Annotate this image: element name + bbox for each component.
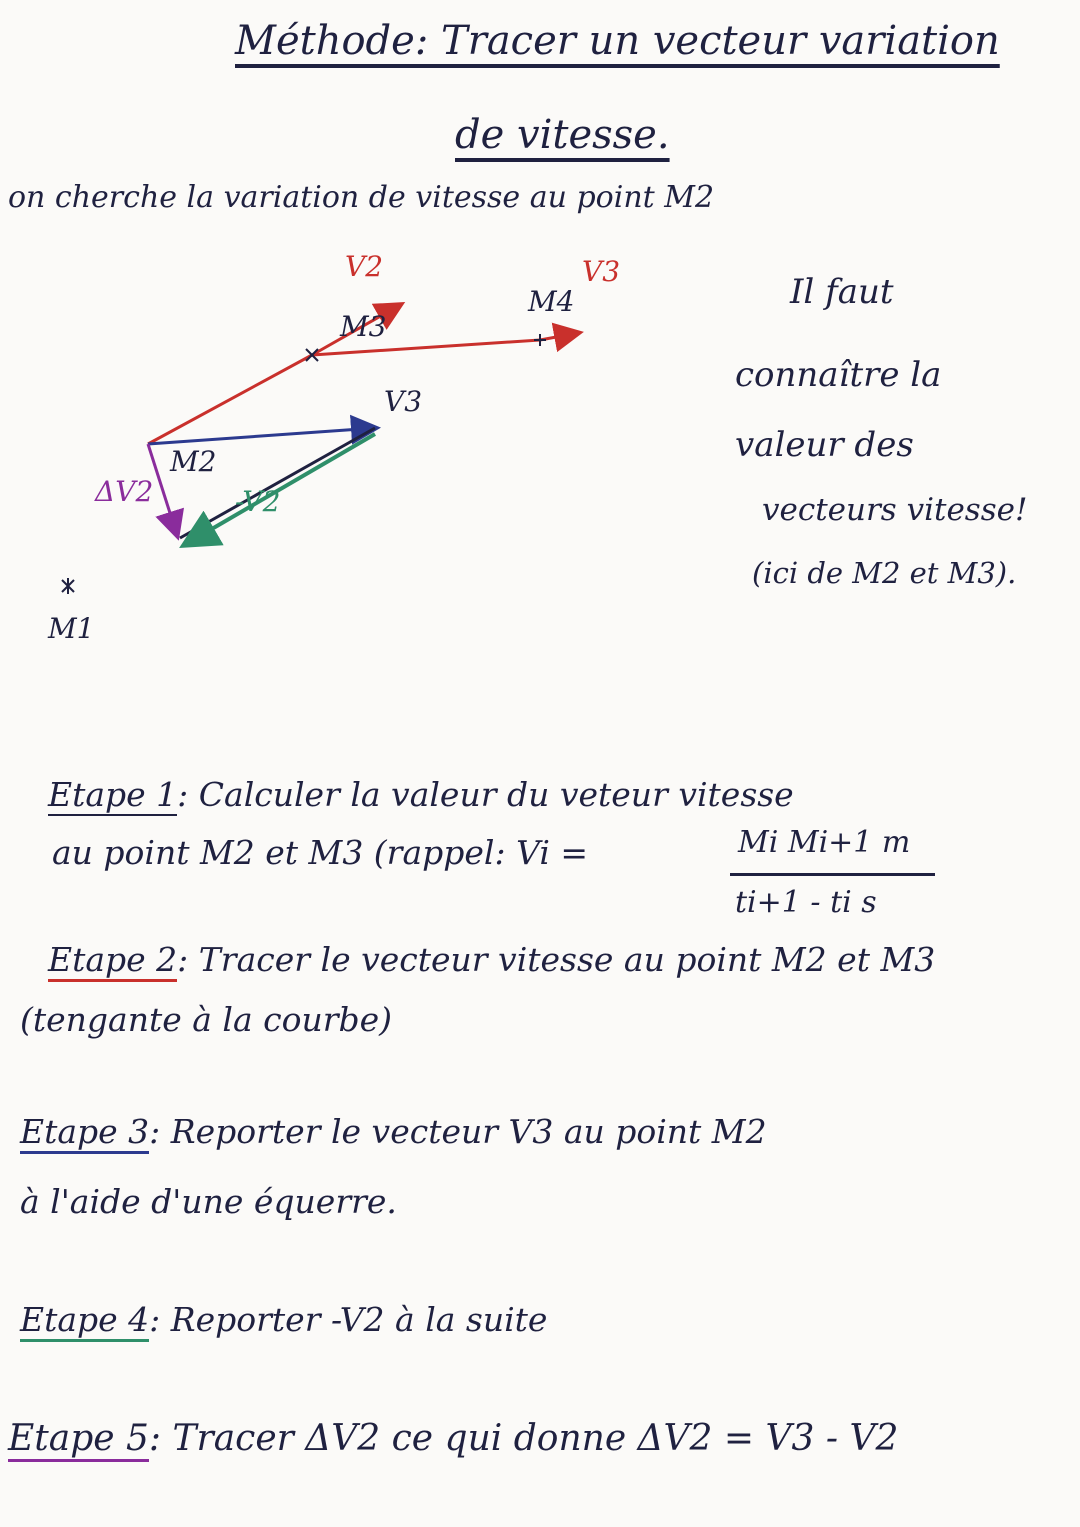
step-4-text: : Reporter -V2 à la suite: [149, 1300, 548, 1339]
step-3-text-a: : Reporter le vecteur V3 au point M2: [149, 1112, 767, 1151]
note-line-1: Il faut: [790, 272, 894, 312]
step-4-line: [20, 1300, 547, 1342]
velocity-diagram: [0, 230, 700, 680]
m2-label: M2: [170, 445, 217, 478]
m3-label: M3: [340, 310, 387, 343]
step-2-label: Etape 2: [48, 940, 177, 982]
intro-text: on cherche la variation de vitesse au point M2: [8, 180, 715, 215]
formula-numerator: Mi Mi+1 m: [738, 825, 911, 860]
step-5-line: [8, 1418, 898, 1462]
point-markers: [62, 334, 546, 594]
m1-label: M1: [48, 612, 95, 645]
step-5-label: Etape 5: [8, 1418, 149, 1462]
page-title-line2: de vitesse.: [455, 112, 670, 158]
step-5-text: : Tracer ΔV2 ce qui donne ΔV2 = V3 - V2: [148, 1418, 899, 1459]
fraction-bar: [730, 873, 935, 876]
step-4-label: Etape 4: [20, 1300, 149, 1342]
step-3-line-a: [20, 1112, 767, 1154]
step-3-label: Etape 3: [20, 1112, 149, 1154]
v3-copy-label: V3: [384, 385, 423, 418]
m4-label: M4: [528, 285, 575, 318]
v3-top-label: V3: [582, 255, 621, 288]
note-line-3: valeur des: [735, 425, 914, 465]
v2-vector-label: V2: [345, 250, 384, 283]
page-title-line1: Méthode: Tracer un vecteur variation: [235, 18, 1000, 64]
step-1-text-a: : Calculer la valeur du veteur vitesse: [177, 775, 794, 814]
step-2-text-b: (tengante à la courbe): [20, 1000, 393, 1039]
step-1-text-b: au point M2 et M3 (rappel: Vi =: [52, 833, 589, 872]
note-line-4: vecteurs vitesse!: [762, 492, 1028, 528]
step-2-text-a: : Tracer le vecteur vitesse au point M2 et M3: [177, 940, 936, 979]
step-2-line-a: [48, 940, 935, 982]
trajectory-segment-m2-m3: [148, 355, 312, 444]
step-1-line-a: [48, 775, 794, 816]
step-1-label: Etape 1: [48, 775, 178, 814]
note-line-5: (ici de M2 et M3).: [752, 556, 1017, 590]
step-3-text-b: à l'aide d'une équerre.: [20, 1182, 397, 1221]
v3-vector-arrow: [540, 333, 578, 340]
note-line-2: connaître la: [735, 355, 942, 395]
velocity-formula: [730, 825, 975, 935]
minus-v2-label: -V2: [235, 485, 281, 518]
v3-copy-arrow: [148, 428, 375, 444]
formula-denominator: ti+1 - ti s: [735, 885, 877, 920]
delta-v2-label: ΔV2: [95, 475, 154, 508]
